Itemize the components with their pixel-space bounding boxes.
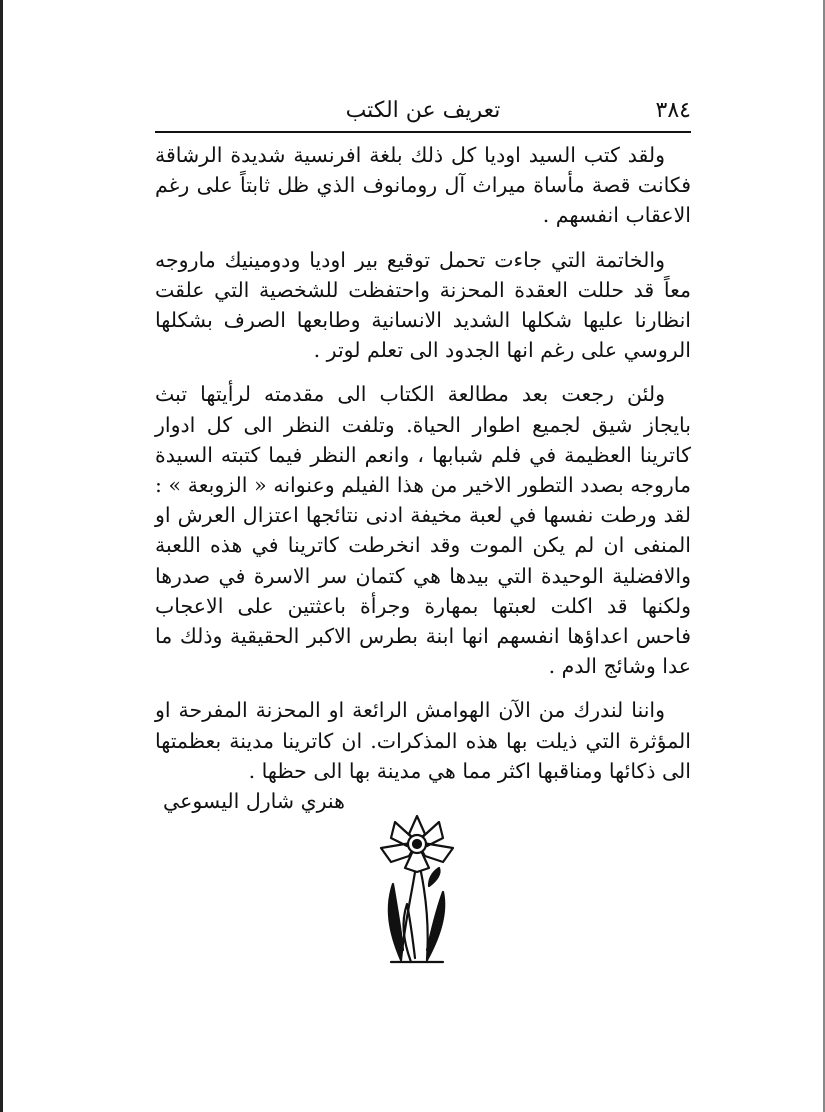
author-signature: هنري شارل اليسوعي xyxy=(163,789,345,814)
page-header xyxy=(155,96,691,130)
header-rule xyxy=(155,131,691,133)
running-title: تعريف عن الكتب xyxy=(345,98,501,123)
paragraph-4: واننا لندرك من الآن الهوامش الرائعة او المحزنة المفرحة او المؤثرة التي ذيلت بها هذه المذكرات. ان كاترينا مدينة بعظمتها الى ذكائها ومناقبها اكثر مما هي مدينة بها الى حظها . xyxy=(155,698,691,783)
paragraph-2: والخاتمة التي جاءت تحمل توقيع بير اوديا ودومينيك ماروجه معاً قد حللت العقدة المحزنة واحتفظت للشخصية التي علقت انظارنا عليها شكلها الشديد الانسانية وطابعها الصرف بشكلها الروسي على رغم انها الجدود الى تعلم لوتر . xyxy=(155,247,691,363)
closing-block xyxy=(155,695,691,786)
paragraph-3: ولئن رجعت بعد مطالعة الكتاب الى مقدمته لرأيتها تبث بايجاز شيق لجميع اطوار الحياة. وتلفت النظر الى كل ادوار كاترينا العظيمة في فلم شبابها ، وانعم النظر فيما كتبته السيدة ماروجه بصدد التطور الاخير من هذا الفيلم وعنوانه « الزوبعة » : لقد ورطت نفسها في لعبة مخيفة ادنى نتائجها اعتزال العرش او المنفى ان لم يكن الموت وقد انخرطت كاترينا في هذه اللعبة والافضلية الوحيدة التي بيدها هي كتمان سر الاسرة في صدرها ولكنها قد اكلت لعبتها بمهارة وجرأة باعثتين على الاعجاب فاحس اعداؤها انفسهم انها ابنة بطرس الاكبر الحقيقية وذلك ما عدا وشائج الدم . xyxy=(155,382,691,679)
page-number: ٣٨٤ xyxy=(655,98,691,123)
paragraph-1: ولقد كتب السيد اوديا كل ذلك بلغة افرنسية شديدة الرشاقة فكانت قصة مأساة ميراث آل رومانوف الذي ظل ثابتاً على رغم الاعقاب انفسهم . xyxy=(155,143,691,228)
daffodil-ornament-icon xyxy=(371,812,463,966)
article-body xyxy=(155,140,691,816)
